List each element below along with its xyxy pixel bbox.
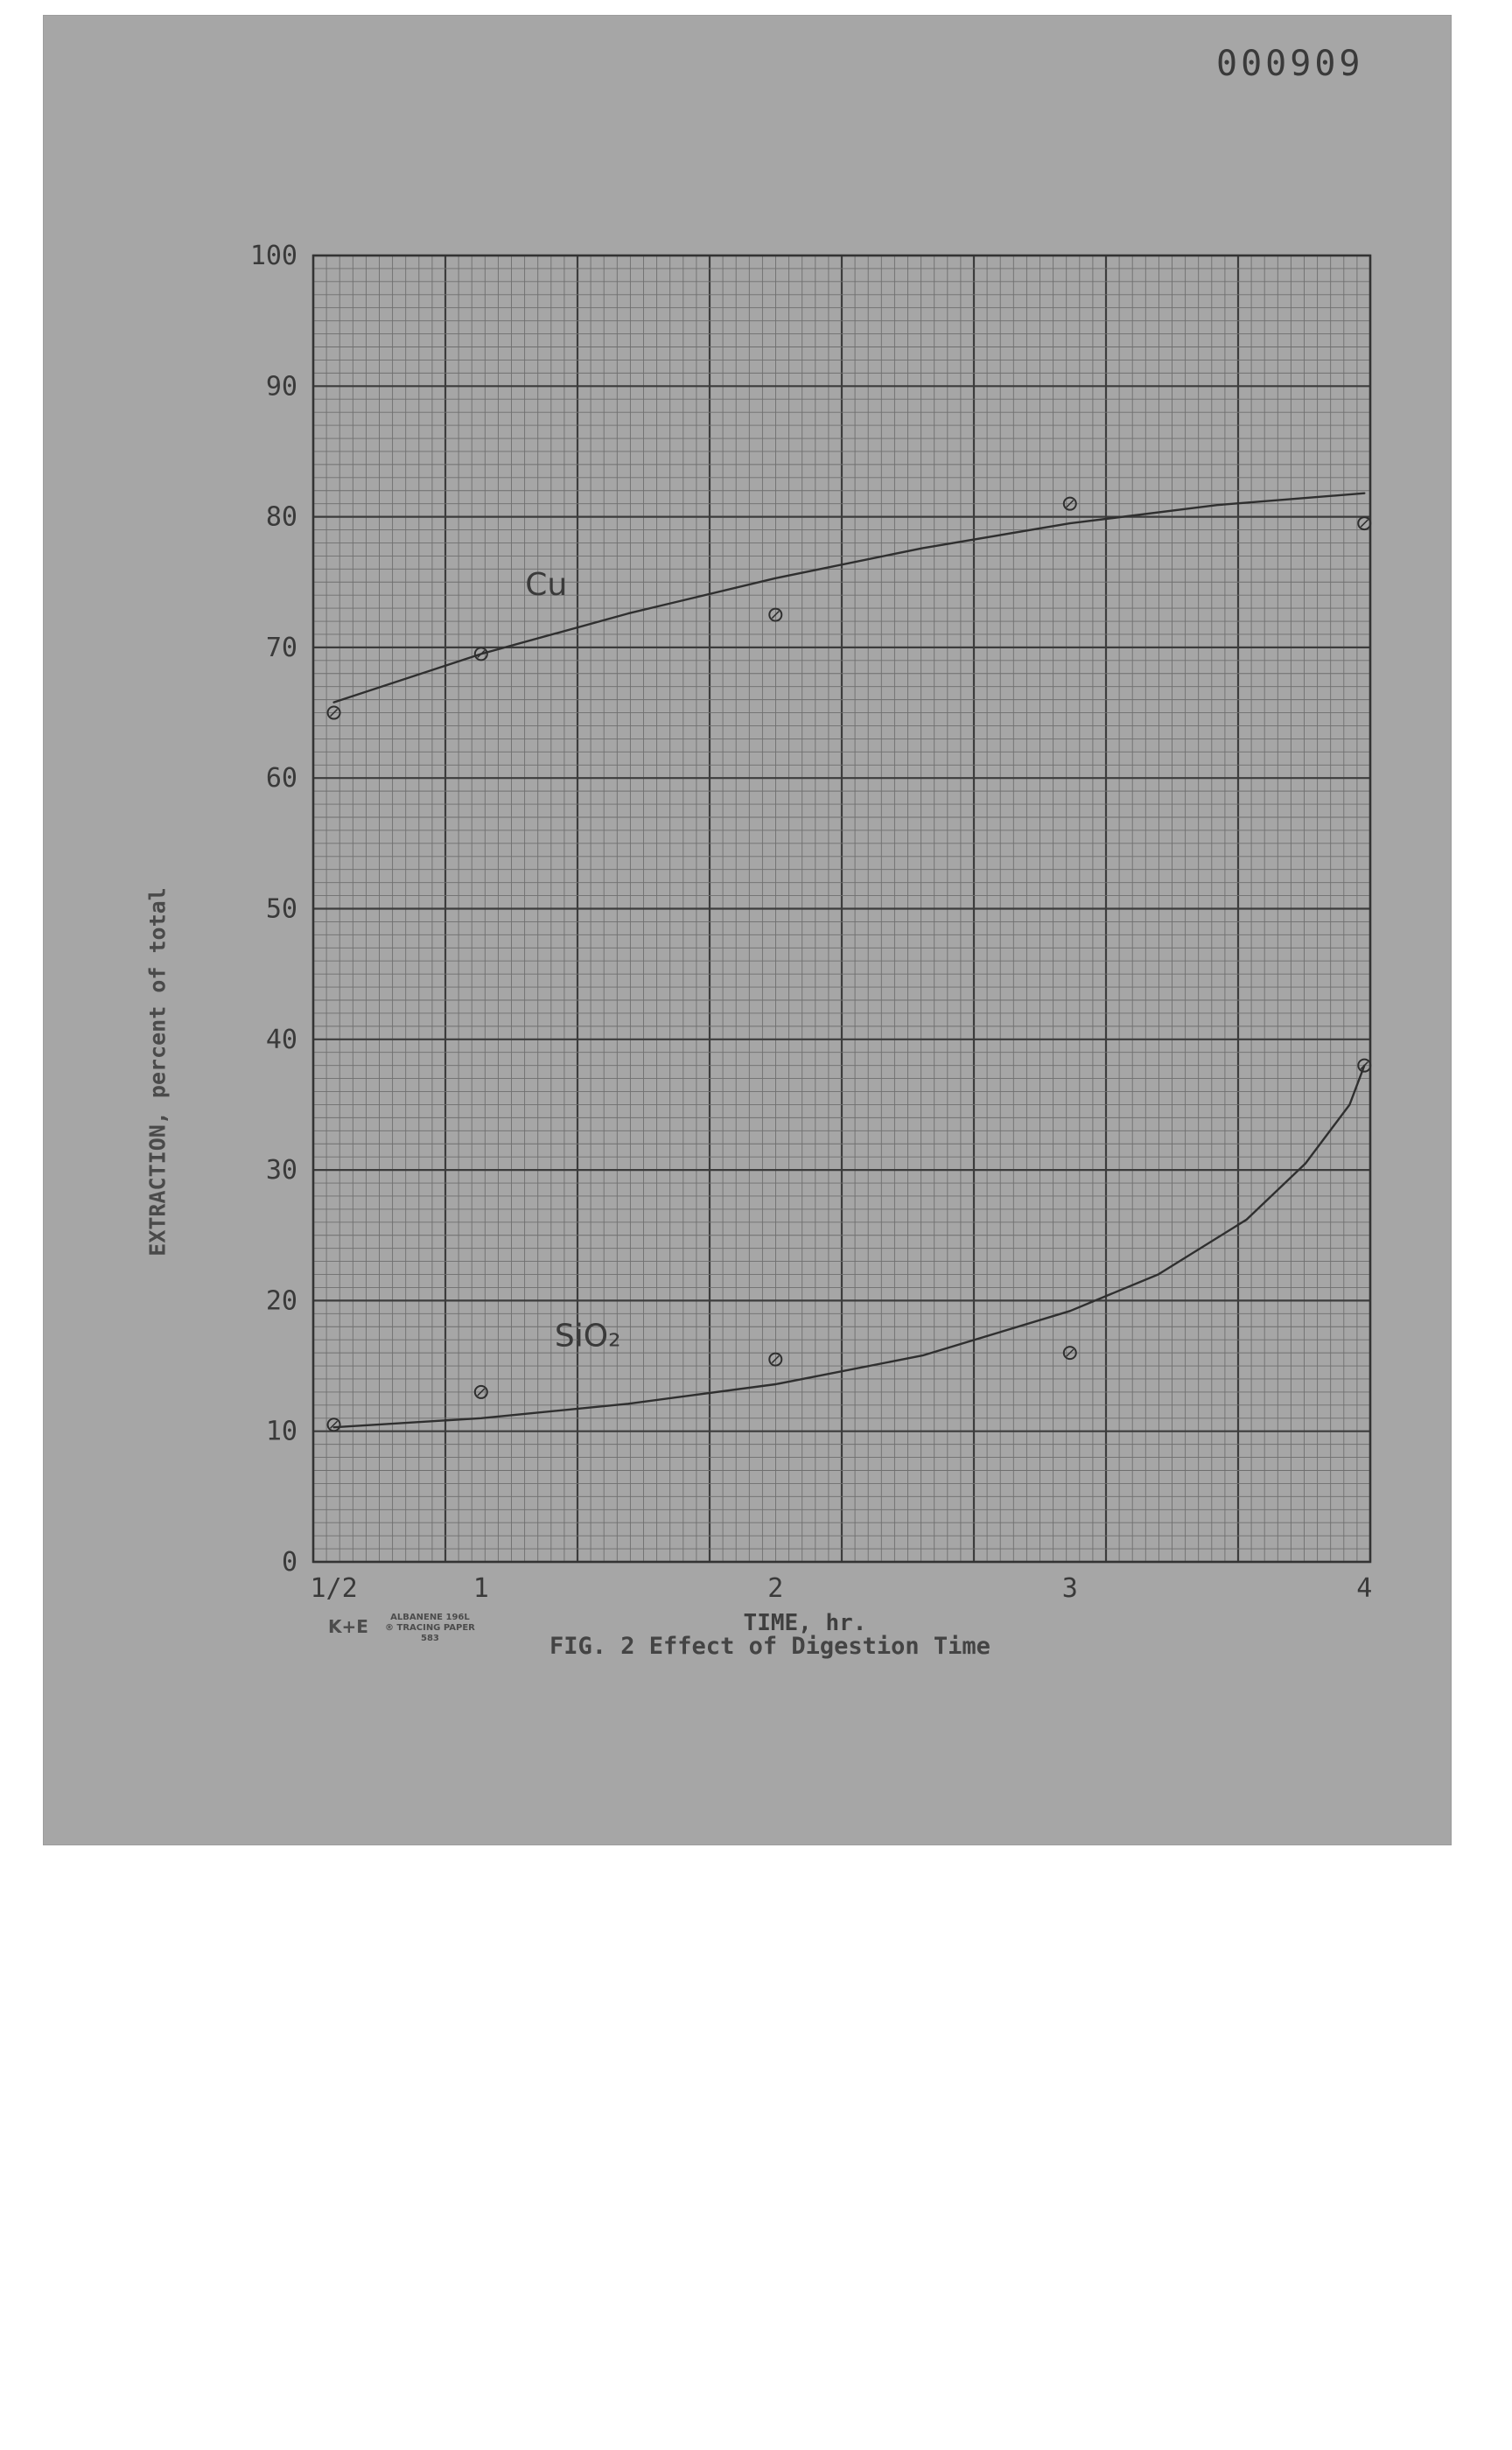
y-tick-label: 90 [265,371,298,402]
x-tick-label: 2 [767,1573,784,1604]
chart-labels [250,241,1372,1604]
series-curve-cu [334,494,1365,703]
maker-product-line: ® TRACING PAPER [385,1623,475,1633]
y-axis-label: EXTRACTION, percent of total [144,887,171,1256]
maker-product [385,1613,475,1644]
data-point-mark [1361,520,1368,527]
y-tick-label: 30 [265,1155,298,1186]
series-curve-sio2 [334,1066,1365,1428]
y-tick-label: 0 [281,1547,298,1578]
y-tick-label: 70 [265,632,298,663]
y-tick-label: 60 [265,763,298,794]
series-label-cu: Cu [525,567,568,604]
y-tick-label: 20 [265,1285,298,1317]
x-axis-label: TIME, hr. [743,1610,867,1636]
chart-grid [313,256,1370,1562]
x-tick-label: 3 [1061,1573,1078,1604]
x-tick-label: 1 [472,1573,489,1604]
y-tick-label: 10 [265,1416,298,1447]
page-number: 000909 [1216,44,1364,84]
maker-product-line: 583 [421,1634,439,1643]
x-tick-label: 4 [1356,1573,1373,1604]
y-tick-label: 80 [265,501,298,533]
y-tick-label: 50 [265,893,298,925]
y-tick-label: 40 [265,1024,298,1055]
maker-logo: K+E [328,1616,368,1637]
paper-maker-mark [328,1613,475,1644]
figure-caption: FIG. 2 Effect of Digestion Time [550,1633,990,1660]
series-label-sio2: SiO₂ [554,1318,621,1354]
x-tick-label: 1/2 [310,1573,358,1604]
y-tick-label: 100 [249,241,298,271]
maker-product-line: ALBANENE 196L [390,1613,470,1622]
chart-points [328,498,1371,1432]
